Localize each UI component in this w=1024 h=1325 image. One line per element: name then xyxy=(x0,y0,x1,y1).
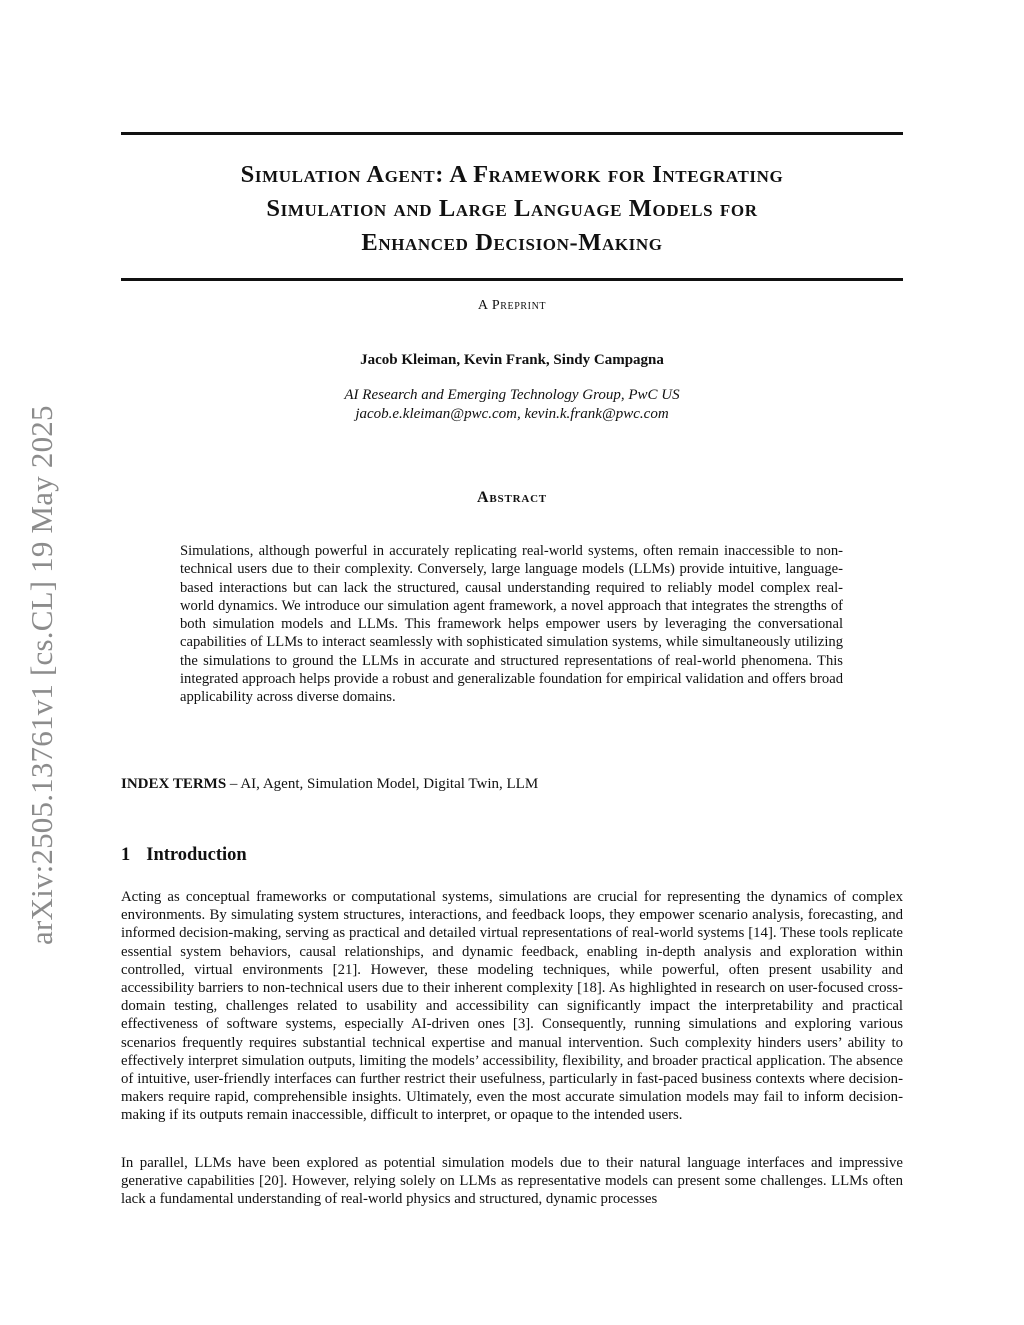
introduction-paragraph-1: Acting as conceptual frameworks or computational systems, simulations are crucial for representing the dynamics of complex environments. By simulating system structures, interactions, and feedback loops, they empower scenario analysis, forecasting, and informed decision-making, serving as practical and detailed virtual representations of real-world systems [14]. These tools replicate essential system behaviors, causal relationships, and dynamic feedback, enabling in-depth analysis and exploration within controlled, virtual environments [21]. However, these modeling techniques, while powerful, often present usability and accessibility barriers to non-technical users due to their inherent complexity [18]. As highlighted in research on user-focused cross-domain testing, challenges related to usability and accessibility can significantly impact the interpretability and practical effectiveness of software systems, especially AI-driven ones [3]. Consequently, running simulations and exploring various scenarios frequently requires substantial technical expertise and manual intervention. Such complexity hinders users’ ability to effectively interpret simulation outputs, limiting the models’ accessibility, flexibility, and broader practical application. The absence of intuitive, user-friendly interfaces can further restrict their usefulness, particularly in fast-paced business contexts where decision-makers require rapid, comprehensible insights. Ultimately, even the most accurate simulation models may fail to inform decision-making if its outputs remain inaccessible, difficult to interpret, or opaque to the intended users. xyxy=(121,889,903,1124)
title-line-1: Simulation Agent: A Framework for Integrating xyxy=(240,161,784,188)
title-top-rule xyxy=(121,132,903,135)
index-terms-list: – AI, Agent, Simulation Model, Digital Twin, LLM xyxy=(226,776,539,792)
title-line-3: Enhanced Decision-Making xyxy=(361,229,663,256)
author-list: Jacob Kleiman, Kevin Frank, Sindy Campagna xyxy=(360,352,664,368)
title-bottom-rule xyxy=(121,278,903,281)
index-terms xyxy=(121,776,903,793)
preprint-label: A Preprint xyxy=(477,298,547,313)
arxiv-identifier: arXiv:2505.13761v1 [cs.CL] 19 May 2025 xyxy=(24,405,59,945)
introduction-paragraph-2: In parallel, LLMs have been explored as potential simulation models due to their natural language interfaces and impressive generative capabilities [20]. However, relying solely on LLMs as representative models can present some challenges. LLMs often lack a fundamental understanding of real-world physics and structured, dynamic processes xyxy=(121,1155,903,1208)
title-line-2: Simulation and Large Language Models for xyxy=(266,195,758,222)
author-emails: jacob.e.kleiman@pwc.com, kevin.k.frank@pwc.com xyxy=(355,406,669,422)
paper-title xyxy=(121,158,903,260)
affiliation-block xyxy=(121,386,903,424)
abstract-text: Simulations, although powerful in accurately replicating real-world systems, often remain inaccessible to non-technical users due to their complexity. Conversely, large language models (LLMs) provide intuitive, language-based interactions but can lack the structured, causal understanding required to reliably model complex real-world dynamics. We introduce our simulation agent framework, a novel approach that integrates the strengths of both simulation models and LLMs. This framework helps empower users by leveraging the conversational capabilities of LLMs to interact seamlessly with sophisticated simulation systems, while simultaneously utilizing the simulations to ground the LLMs in accurate and structured representations of real-world phenomena. This integrated approach helps provide a robust and generalizable foundation for empirical validation and offers broad applicability across diverse domains. xyxy=(180,543,843,706)
index-terms-label: INDEX TERMS xyxy=(121,776,227,792)
section-heading-introduction xyxy=(121,845,247,866)
abstract-heading: Abstract xyxy=(477,489,547,506)
section-title: Introduction xyxy=(146,845,247,865)
affiliation: AI Research and Emerging Technology Group, PwC US xyxy=(344,387,680,403)
section-number: 1 xyxy=(121,845,131,865)
